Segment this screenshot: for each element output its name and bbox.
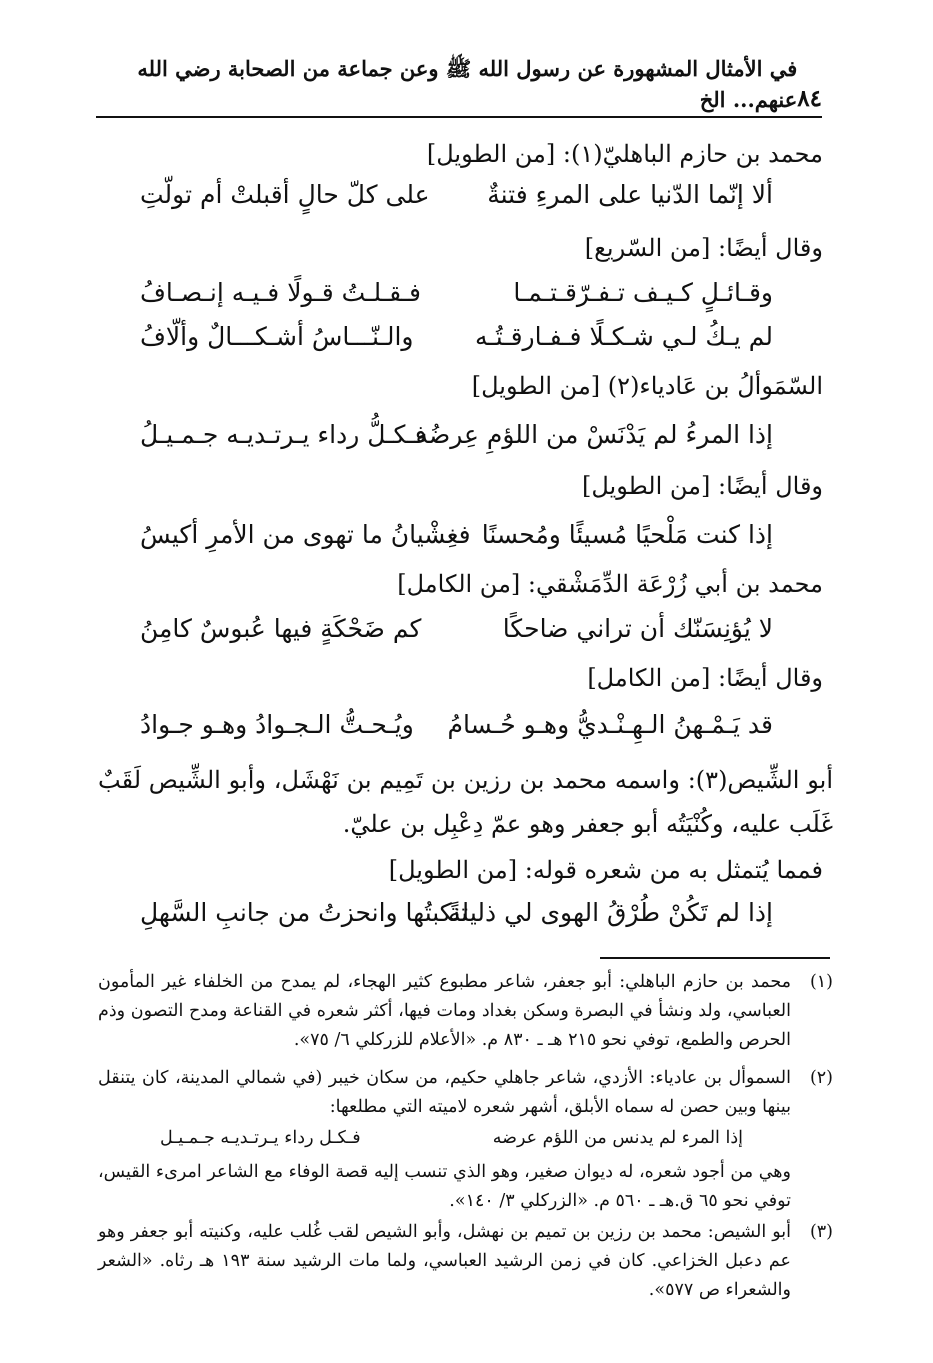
footnote-2-continued (98, 1158, 833, 1216)
poet-heading-samawal: السّمَوألُ بن عَادياء(٢) [من الطويل] (471, 372, 823, 400)
verse-second-hemistich: على كلّ حالٍ أقبلتْ أم تولّتِ (140, 180, 430, 209)
verse-line (0, 614, 933, 654)
verse-first-hemistich: وقـائـلٍ كـيـف تـفـرّقـتـمـا (513, 278, 773, 307)
footnote-text: محمد بن حازم الباهلي: أبو جعفر، شاعر مطبوع كثير الهجاء، لم يمدح من الخلفاء غير المأمون العباسي، ولد ونشأ في البصرة وسكن بغداد ومات فيها، أكثر شعره في القناعة ومدح التصون وذم الحرص والطمع، توفي نحو ٢١٥ هـ ـ ٨٣٠ م. «الأعلام للزركلي ٦/ ٧٥». (98, 972, 791, 1050)
verse-second-hemistich: فـكـلُّ رداء يـرتـديـه جـمـيـلُ (140, 420, 427, 449)
verse-second-hemistich: فـقـلـتُ قـولًا فـيـه إنـصـافُ (140, 278, 421, 307)
footnote-number: (٣) (809, 1222, 833, 1242)
page-header (96, 56, 822, 118)
verse-line (0, 420, 933, 460)
verse-first-hemistich: إذا لم تَكُنْ طُرْقُ الهوى لي ذليلةً (448, 898, 773, 927)
verse-line (0, 180, 933, 220)
verse-first-hemistich: لم يـكُ لـي شـكـلًا فـفـارقـتُـه (475, 322, 773, 351)
intro-line: فمما يُتمثل به من شعره قوله: [من الطويل] (388, 856, 823, 884)
prose-paragraph-abu-shis: أبو الشِّيص(٣): واسمه محمد بن رزين بن تَمِيم بن نَهْشَل، وأبو الشِّيص لَقَبٌ غَلَب عليه، وكُنْيَتُه أبو جعفر وهو عمّ دِعْبِل بن عليّ. (98, 766, 833, 838)
footnote-number: (٢) (809, 1068, 833, 1088)
verse-first-hemistich: لا يُؤنِسَنّك أن تراني ضاحكًا (502, 614, 773, 643)
verse-line (0, 322, 933, 362)
poet-heading-dimashqi: محمد بن أبي زُرْعَة الدِّمَشْقي: [من الكامل] (397, 570, 823, 598)
footnote-text: السموأل بن عادياء: الأزدي، شاعر جاهلي حكيم، من سكان خيبر (في شمالي المدينة، كان يتنقل بينها وبين حصن له سماه الأبلق، أشهر شعره لاميته التي مطلعها: (98, 1068, 791, 1117)
meter-heading: وقال أيضًا: [من السّريع] (584, 234, 823, 262)
verse-line (0, 898, 933, 938)
footnote-3 (98, 1218, 833, 1305)
verse-first-hemistich: إذا المرءُ لم يَدْنَسْ من اللؤمِ عِرضُه (415, 420, 773, 449)
running-title: في الأمثال المشهورة عن رسول الله ﷺ وعن جماعة من الصحابة رضي الله عنهم... الخ (137, 56, 798, 112)
verse-first-hemistich: إذا كنت مَلْحيًا مُسيئًا ومُحسنًا (481, 520, 773, 549)
verse-line (0, 520, 933, 560)
footnote-separator (600, 957, 830, 959)
meter-heading: وقال أيضًا: [من الكامل] (587, 664, 823, 692)
verse-second-hemistich: ويُـحـتُّ الـجـوادُ وهـو جـوادُ (140, 710, 414, 739)
footnote-text: أبو الشيص: محمد بن رزين بن تميم بن نهشل، وأبو الشيص لقب غُلب عليه، وكنيته أبو جعفر وهو عم دعبل الخزاعي. كان في زمن الرشيد العباسي، ولما مات الرشيد سنة ١٩٣ هـ رثاه. «الشعر والشعراء ص ٥٧٧». (98, 1222, 791, 1300)
verse-second-hemistich: تنكبتُها وانحزتُ من جانبِ السَّهلِ (140, 898, 469, 927)
poet-heading-bahili: محمد بن حازم الباهليّ(١): [من الطويل] (426, 140, 823, 168)
footnote-verse-first: إذا المرء لم يدنس من اللؤم عرضه (492, 1128, 743, 1148)
verse-line (0, 278, 933, 318)
page-number: ٨٤ (797, 85, 822, 112)
verse-second-hemistich: والـنّـــاسُ أشـكـــالٌ وألّافُ (140, 322, 414, 351)
verse-first-hemistich: ألا إنّما الدّنيا على المرءِ فتنةٌ (487, 180, 773, 209)
footnote-2 (98, 1064, 833, 1122)
verse-second-hemistich: كم ضَحْكَةٍ فيها عُبوسٌ كامِنُ (140, 614, 422, 643)
footnote-text: وهي من أجود شعره، له ديوان صغير، وهو الذي تنسب إليه قصة الوفاء مع الشاعر امرىء القيس، توفي نحو ٦٥ ق.هـ ـ ٥٦٠ م. «الزركلي ٣/ ١٤٠». (98, 1162, 791, 1211)
footnote-number: (١) (809, 972, 833, 992)
footnote-1 (98, 968, 833, 1055)
verse-first-hemistich: قد يَـمْـهنُ الـهِـنْـديُّ وهـو حُـسامُ (447, 710, 773, 739)
meter-heading: وقال أيضًا: [من الطويل] (581, 472, 823, 500)
verse-second-hemistich: فغِشْيانُ ما تهوى من الأمرِ أكيسُ (140, 520, 471, 549)
verse-line (0, 710, 933, 750)
footnote-verse-second: فـكـل رداء يـرتـديـه جـمـيـل (160, 1128, 361, 1148)
